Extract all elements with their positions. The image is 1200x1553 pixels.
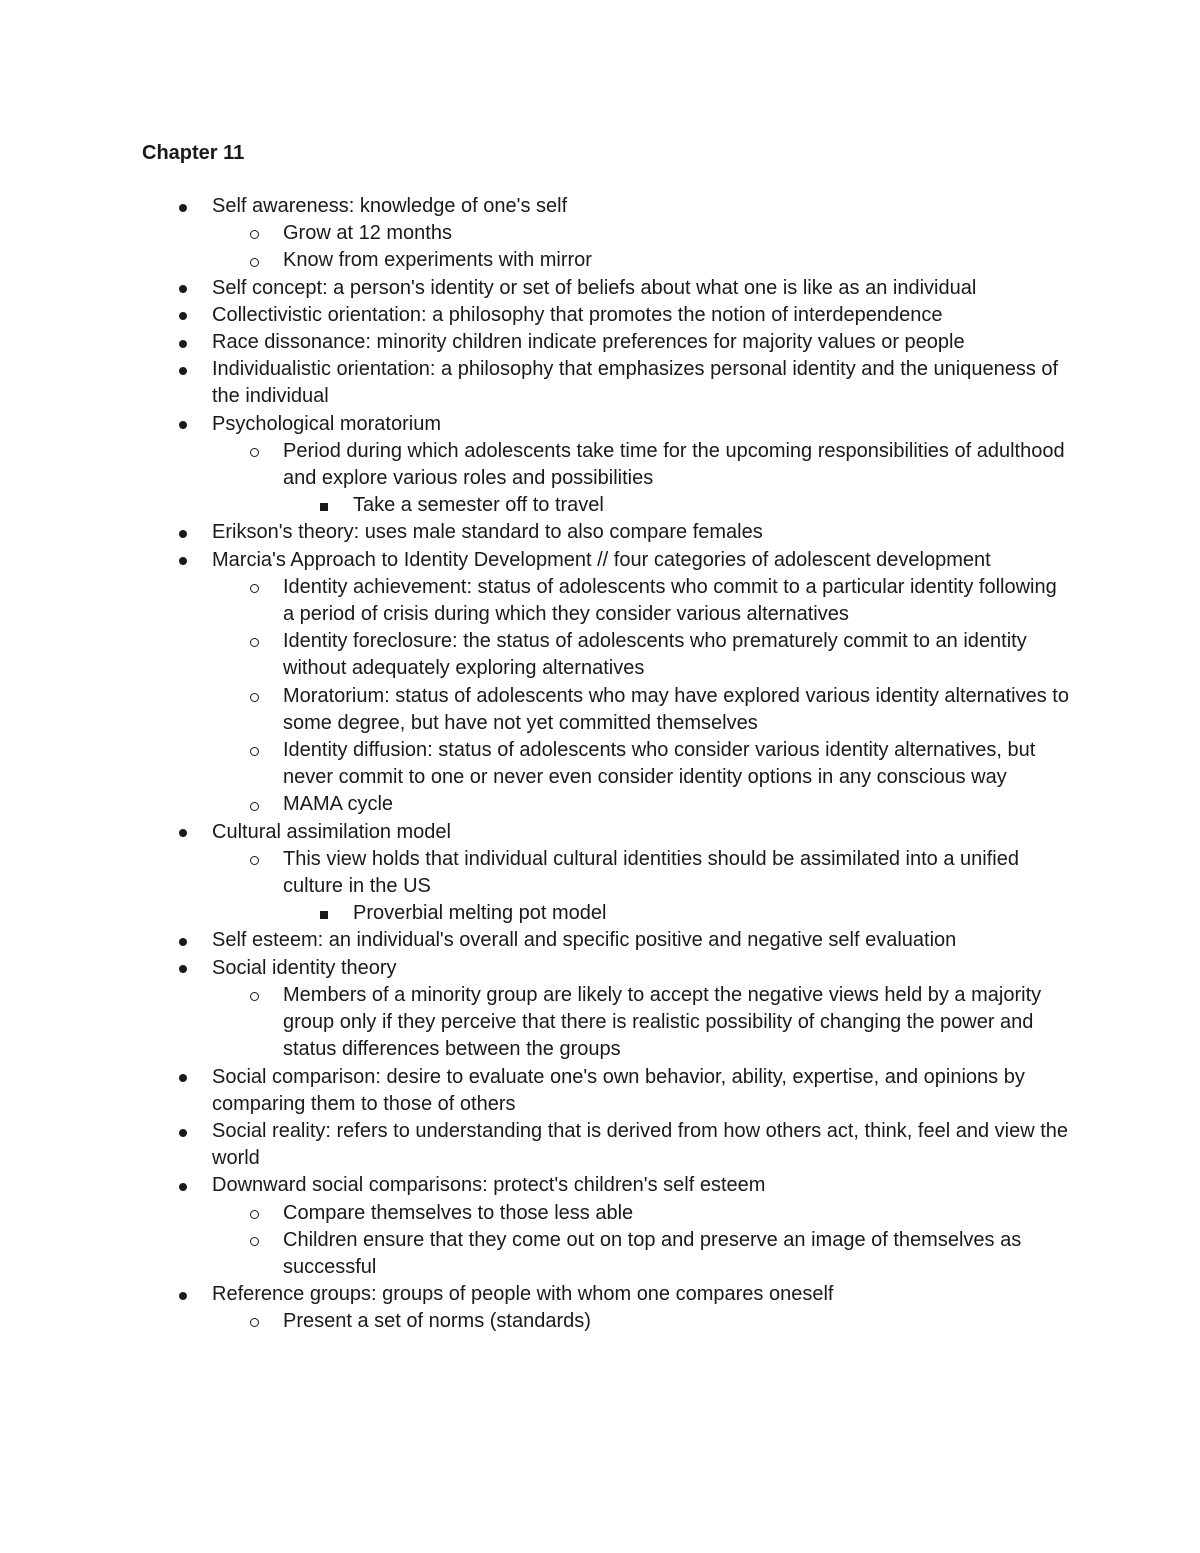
bullet-circle-icon [247, 1308, 261, 1335]
bullet-circle-icon [247, 791, 261, 818]
list-item-text: Collectivistic orientation: a philosophy that promotes the notion of interdependence [212, 303, 943, 326]
bullet-square-icon [317, 900, 331, 927]
bullet-circle-icon [247, 737, 261, 764]
bullet-disc-icon [176, 519, 190, 546]
list-item-text: Reference groups: groups of people with whom one compares oneself [212, 1283, 834, 1306]
list-item [142, 791, 1072, 818]
list-item [142, 737, 1072, 791]
bullet-circle-icon [247, 1227, 261, 1254]
bullet-circle-icon [247, 628, 261, 655]
list-item [142, 519, 1072, 546]
list-item-text: Period during which adolescents take time for the upcoming responsibilities of adulthood and explore various roles and possibilities [283, 439, 1065, 490]
list-item [142, 683, 1072, 737]
list-item [142, 547, 1072, 574]
list-item [142, 438, 1072, 492]
list-item-text: Identity diffusion: status of adolescents who consider various identity alternatives, but never commit to one or never even consider identity options in any conscious way [283, 739, 1036, 789]
list-item [142, 927, 1072, 954]
list-item [142, 411, 1072, 438]
list-item [142, 1227, 1072, 1281]
bullet-square-icon [317, 492, 331, 519]
list-item-text: Social identity theory [212, 956, 397, 979]
list-item [142, 1308, 1072, 1335]
list-item-text: Race dissonance: minority children indicate preferences for majority values or people [212, 331, 965, 354]
bullet-circle-icon [247, 683, 261, 710]
list-item [142, 628, 1072, 682]
list-item [142, 1200, 1072, 1227]
list-item-text: Psychological moratorium [212, 412, 441, 435]
list-item-text: Members of a minority group are likely to accept the negative views held by a majority group only if they perceive that there is realistic possibility of changing the power and status differences between the groups [283, 983, 1042, 1061]
list-item [142, 275, 1072, 302]
list-item [142, 220, 1072, 247]
list-item [142, 846, 1072, 900]
list-item-text: Self concept: a person's identity or set of beliefs about what one is like as an individual [212, 276, 977, 299]
list-item [142, 955, 1072, 982]
list-item-text: Identity achievement: status of adolescents who commit to a particular identity following a period of crisis during which they consider various alternatives [283, 575, 1057, 626]
list-item [142, 1118, 1072, 1172]
list-item [142, 1064, 1072, 1118]
list-item-text: Erikson's theory: uses male standard to also compare females [212, 521, 763, 544]
list-item [142, 819, 1072, 846]
bullet-circle-icon [247, 247, 261, 274]
list-item-text: This view holds that individual cultural identities should be assimilated into a unified culture in the US [283, 847, 1019, 898]
list-item [142, 329, 1072, 356]
list-item-text: Individualistic orientation: a philosophy that emphasizes personal identity and the uniqueness of the individual [212, 358, 1059, 408]
bullet-disc-icon [176, 275, 190, 302]
bullet-circle-icon [247, 438, 261, 465]
list-item [142, 492, 1072, 519]
list-item-text: Cultural assimilation model [212, 820, 451, 843]
bullet-circle-icon [247, 220, 261, 247]
list-item-text: Self esteem: an individual's overall and specific positive and negative self evaluation [212, 929, 957, 952]
list-item [142, 1172, 1072, 1199]
list-item [142, 982, 1072, 1064]
list-item-text: Take a semester off to travel [353, 494, 604, 517]
bullet-disc-icon [176, 302, 190, 329]
list-item-text: Identity foreclosure: the status of adolescents who prematurely commit to an identity without adequately exploring alternatives [283, 630, 1027, 680]
bullet-circle-icon [247, 574, 261, 601]
list-item-text: Grow at 12 months [283, 222, 452, 245]
list-item [142, 900, 1072, 927]
bullet-disc-icon [176, 329, 190, 356]
notes-list [142, 193, 1072, 1336]
bullet-disc-icon [176, 1281, 190, 1308]
bullet-circle-icon [247, 846, 261, 873]
bullet-disc-icon [176, 819, 190, 846]
bullet-disc-icon [176, 1172, 190, 1199]
list-item [142, 302, 1072, 329]
list-item-text: Children ensure that they come out on top and preserve an image of themselves as successful [283, 1228, 1022, 1278]
list-item-text: Present a set of norms (standards) [283, 1310, 591, 1333]
list-item-text: Proverbial melting pot model [353, 902, 607, 925]
list-item-text: Marcia's Approach to Identity Development // four categories of adolescent development [212, 548, 991, 571]
list-item-text: Social reality: refers to understanding that is derived from how others act, think, feel and view the world [212, 1119, 1068, 1170]
list-item-text: Compare themselves to those less able [283, 1201, 634, 1224]
bullet-disc-icon [176, 927, 190, 954]
bullet-disc-icon [176, 193, 190, 220]
list-item [142, 193, 1072, 220]
list-item [142, 356, 1072, 410]
list-item-text: MAMA cycle [283, 793, 394, 816]
bullet-disc-icon [176, 411, 190, 438]
document-page [142, 140, 1072, 1336]
list-item-text: Downward social comparisons: protect's children's self esteem [212, 1174, 766, 1197]
list-item-text: Moratorium: status of adolescents who may have explored various identity alternatives to some degree, but have not yet committed themselves [283, 684, 1069, 734]
list-item [142, 1281, 1072, 1308]
list-item [142, 574, 1072, 628]
list-item-text: Know from experiments with mirror [283, 249, 592, 272]
bullet-circle-icon [247, 982, 261, 1009]
bullet-disc-icon [176, 955, 190, 982]
bullet-disc-icon [176, 547, 190, 574]
bullet-circle-icon [247, 1200, 261, 1227]
bullet-disc-icon [176, 1118, 190, 1145]
list-item-text: Social comparison: desire to evaluate one's own behavior, ability, expertise, and opinions by comparing them to those of others [212, 1065, 1025, 1115]
bullet-disc-icon [176, 1064, 190, 1091]
list-item-text: Self awareness: knowledge of one's self [212, 195, 568, 217]
bullet-disc-icon [176, 356, 190, 383]
page-title: Chapter 11 [142, 142, 245, 164]
list-item [142, 247, 1072, 274]
